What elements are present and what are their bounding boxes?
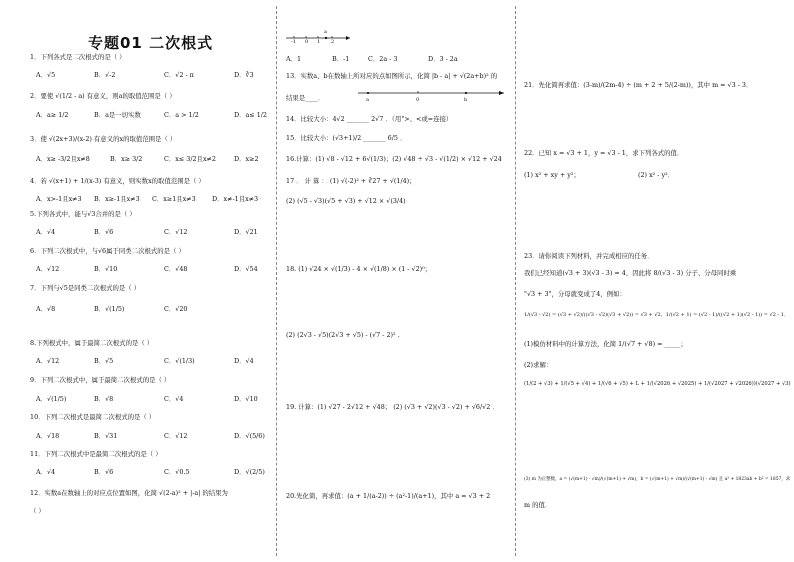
question-21: 21．先化简再求值：(3-m)/(2m-4) ÷ (m + 2 + 5/(2-m))，其中 m = √3 - 3． [524, 81, 753, 89]
question-14: 14．比较大小：4√2 _______ 2√7 ．（用">、<或=连接） [286, 115, 453, 123]
q13-label-0: 0 [416, 97, 420, 103]
question-18: 18. (1) √24 × √(1/3) - 4 × √(1/8) × (1 - √2)⁰； [286, 265, 432, 273]
q11-option-c: C．√0.5 [164, 468, 190, 476]
q8-option-b: B．√5 [94, 357, 114, 365]
question-22: 22．已知 x = √3 + 1，y = √3 - 1，求下列各式的值． [524, 149, 684, 157]
q4-option-d: D．x≠-1且x≠3 [212, 195, 259, 203]
question-6: 6．下列二次根式中，与√6属于同类二次根式的是（ ） [30, 247, 185, 255]
question-18-part2: (2) (2√3 - √5)(2√3 + √5) - (√7 - 2)² . [286, 331, 400, 339]
q7-option-c: C．√20 [164, 305, 188, 313]
number-line-q13 [358, 88, 508, 98]
question-17-part2: (2) (√5 - √3)(√5 + √3) + √12 × √(3/4) [286, 197, 406, 205]
question-4: 4．若 √(x+1) + 1/(x-3) 有意义，则实数x的取值范围是（ ） [30, 177, 205, 185]
question-13: 13．实数a、b在数轴上所对应的点如图所示，化简 |b - a| + √(2a+b)² 的 [286, 72, 498, 80]
nl-label-2: 2 [331, 39, 335, 45]
page-title: 专题01 二次根式 [88, 34, 214, 52]
question-5: 5.下列各式中，能与√3合并的是（ ） [30, 210, 136, 218]
q11-option-b: B．√6 [94, 468, 114, 476]
q2-option-d: D．a≤ 1/2 [234, 111, 267, 119]
question-23-material-example: 1/(√3 - √2) = (√3 + √2)/((√3 - √2)(√3 + √2)) = √3 + √2，1/(√2 + 1) = (√2 - 1)/((√2 + 1)(√2 - 1)) = √2 - 1． [524, 312, 790, 318]
question-20: 20.先化简，再求值：(a + 1/(a-2)) ÷ (a²-1)/(a+1)，其中 a = √3 + 2 [286, 492, 491, 500]
column-2 [278, 0, 514, 562]
q12-option-d: D．3 - 2a [428, 55, 458, 63]
q12-option-a: A．1 [286, 55, 302, 63]
q5-option-c: C．√12 [164, 228, 188, 236]
q9-option-a: A．√(1/5) [36, 395, 67, 403]
q8-option-d: D．√4 [234, 357, 254, 365]
question-23-task3-end: m 的值． [524, 501, 552, 509]
q8-option-a: A．√12 [36, 357, 60, 365]
q7-option-b: B．√(1/5) [94, 305, 125, 313]
q12-answer-paren: （ ） [30, 507, 45, 515]
question-19: 19. 计算：(1) √27 - 2√12 + √48； (2) (√3 + √2)(√3 - √2) + √6/√2 ． [286, 403, 499, 411]
q11-option-d: D．√(2/5) [234, 468, 265, 476]
question-7: 7．下列与√5是同类二次根式的是（ ） [30, 284, 141, 292]
q2-option-c: C．a > 1/2 [164, 111, 199, 119]
q4-option-a: A．x>-1且x≠3 [36, 195, 82, 203]
question-22-part1: (1) x² + xy + y²； [524, 171, 580, 179]
q12-option-c: C．2a - 3 [368, 55, 398, 63]
nl-label-1: 1 [317, 39, 321, 45]
question-2: 2．要使 √(1/2 - a) 有意义，则a的取值范围是（ ） [30, 92, 176, 100]
q1-option-c: C．√2 - π [164, 71, 194, 79]
question-9: 9．下列二次根式中，属于最简二次根式的是（ ） [30, 376, 171, 384]
q3-option-a: A．x≥ -3/2且x≠8 [36, 155, 90, 163]
q2-option-a: A．a≥ 1/2 [36, 111, 69, 119]
question-23-task2-expression: (1/(2 + √3) + 1/(√5 + √4) + 1/(√6 + √5) + L + 1/(√2026 + √2025) + 1/(√2027 + √2026))(√2027 + √3) [524, 381, 791, 387]
q1-option-b: B．√-2 [94, 71, 116, 79]
question-10: 10．下列二次根式是最简二次根式的是（ ） [30, 413, 156, 421]
q3-option-c: C．x≤ 3/2且x≠2 [164, 155, 216, 163]
q8-option-c: C．√(1/3) [164, 357, 195, 365]
q1-option-d: D．∛3 [234, 71, 254, 79]
q9-option-d: D．√10 [234, 395, 258, 403]
q1-option-a: A．√5 [36, 71, 56, 79]
question-17: 17 ． 计 算 ： (1) √(-2)² + ∛27 + √(1/4)； [286, 177, 416, 185]
nl-label-a: a [324, 29, 327, 35]
question-16: 16.计算：(1) √8 - √12 + 6√(1/3)；(2) √48 ÷ √3 - √(1/2) × √12 + √24 [286, 155, 502, 163]
question-12: 12．实数a在数轴上的对应点位置如图，化简 √(2-a)² + |-a| 的结果为 [30, 489, 228, 497]
q11-option-a: A．√4 [36, 468, 56, 476]
q6-option-c: C．√48 [164, 265, 188, 273]
q5-option-a: A．√4 [36, 228, 56, 236]
column-divider-right [515, 6, 516, 556]
q6-option-a: A．√12 [36, 265, 60, 273]
q4-option-c: C．x≥1且x≠3 [152, 195, 196, 203]
column-divider-left [276, 6, 277, 556]
question-23-material-line1: 我们已经知道(√3 + 3)(√3 - 3) = 4，因此将 8/(√3 - 3) 分子、分母同时乘 [524, 269, 737, 277]
question-22-part2: (2) x² - y²． [638, 171, 675, 179]
q9-option-b: B．√8 [94, 395, 114, 403]
question-23-material-line2: "√3 + 3"，分母就变成了4，例如： [524, 290, 626, 298]
q5-option-b: B．√6 [94, 228, 114, 236]
q10-option-b: B．√31 [94, 432, 118, 440]
column-3 [518, 0, 794, 562]
q3-option-d: D．x≥2 [234, 155, 259, 163]
question-13-answer: 结果是____． [286, 94, 325, 102]
question-1: 1．下列各式是二次根式的是（ ） [30, 53, 126, 61]
q6-option-d: D．√54 [234, 265, 258, 273]
q10-option-d: D．√(5/6) [234, 432, 265, 440]
question-8: 8.下列根式中，属于最简二次根式的是（ ） [30, 339, 154, 347]
question-23-intro: 23．请你阅读下列材料，并完成相应的任务． [524, 252, 654, 260]
nl-label-0: 0 [305, 39, 309, 45]
q12-option-b: B．-1 [332, 55, 350, 63]
q2-option-b: B．a是一切实数 [94, 111, 141, 119]
q9-option-c: C．√4 [164, 395, 184, 403]
q5-option-d: D．√21 [234, 228, 258, 236]
question-23-task2: (2)求解： [524, 361, 553, 369]
q10-option-a: A．√18 [36, 432, 60, 440]
question-11: 11．下列二次根式中是最简二次根式的是（ ） [30, 450, 162, 458]
nl-label-minus1: -1 [291, 39, 296, 45]
q10-option-c: C．√12 [164, 432, 188, 440]
column-1 [0, 0, 272, 562]
question-23-task1: (1)模仿材料中的计算方法，化简 1/(√7 + √8) = _____； [524, 340, 687, 348]
q13-label-b: b [464, 97, 468, 103]
q6-option-b: B．√10 [94, 265, 118, 273]
q3-option-b: B．x≥ 3/2 [110, 155, 143, 163]
q13-label-a: a [366, 97, 369, 103]
question-3: 3．使 √(2x+3)/(x-2) 有意义的x的取值范围是（ ） [30, 135, 177, 143]
question-23-task3: (3) m 为正整数，a = (√(m+1) - √m)/(√(m+1) + √m)，b = (√(m+1) + √m)/(√(m+1) - √m) 且 a² + 1823ab + b² = 1857，求 [524, 477, 791, 482]
q7-option-a: A．√8 [36, 305, 56, 313]
q4-option-b: B．x≥-1且x≠3 [94, 195, 140, 203]
question-15: 15．比较大小：(√3+1)/2 _______ 6/5 ． [286, 134, 407, 142]
